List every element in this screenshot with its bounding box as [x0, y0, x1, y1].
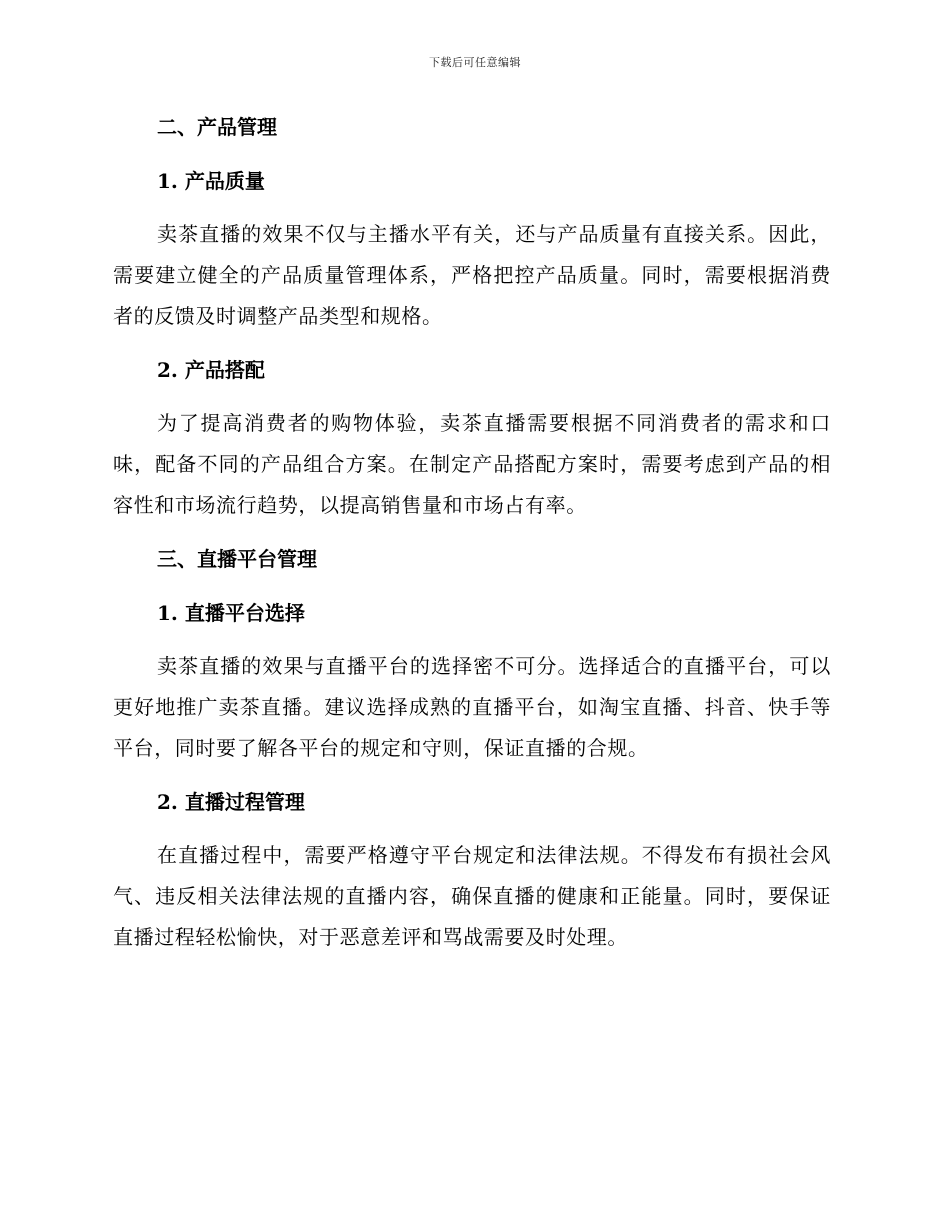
section-heading-platform-management: 三、直播平台管理 [157, 547, 317, 571]
paragraph-live-process: 在直播过程中，需要严格遵守平台规定和法律法规。不得发布有损社会风气、违反相关法律法规的直播内容，确保直播的健康和正能量。同时，要保证直播过程轻松愉快，对于恶意差评和骂战需要及时处理。 [113, 843, 831, 949]
section-heading-product-management: 二、产品管理 [157, 115, 277, 139]
paragraph-product-matching: 为了提高消费者的购物体验，卖茶直播需要根据不同消费者的需求和口味，配备不同的产品组合方案。在制定产品搭配方案时，需要考虑到产品的相容性和市场流行趋势，以提高销售量和市场占有率。 [113, 411, 831, 517]
document-body [113, 106, 831, 958]
subsection-heading-platform-selection: 1. 直播平台选择 [157, 601, 305, 625]
subsection-heading-product-matching: 2. 产品搭配 [157, 358, 265, 382]
subsection-heading-product-quality: 1. 产品质量 [157, 169, 265, 193]
paragraph-product-quality: 卖茶直播的效果不仅与主播水平有关，还与产品质量有直接关系。因此，需要建立健全的产品质量管理体系，严格把控产品质量。同时，需要根据消费者的反馈及时调整产品类型和规格。 [113, 222, 831, 328]
subsection-heading-live-process: 2. 直播过程管理 [157, 790, 305, 814]
paragraph-platform-selection: 卖茶直播的效果与直播平台的选择密不可分。选择适合的直播平台，可以更好地推广卖茶直播。建议选择成熟的直播平台，如淘宝直播、抖音、快手等平台，同时要了解各平台的规定和守则，保证直播的合规。 [113, 654, 831, 760]
page-header-note: 下载后可任意编辑 [429, 56, 521, 69]
